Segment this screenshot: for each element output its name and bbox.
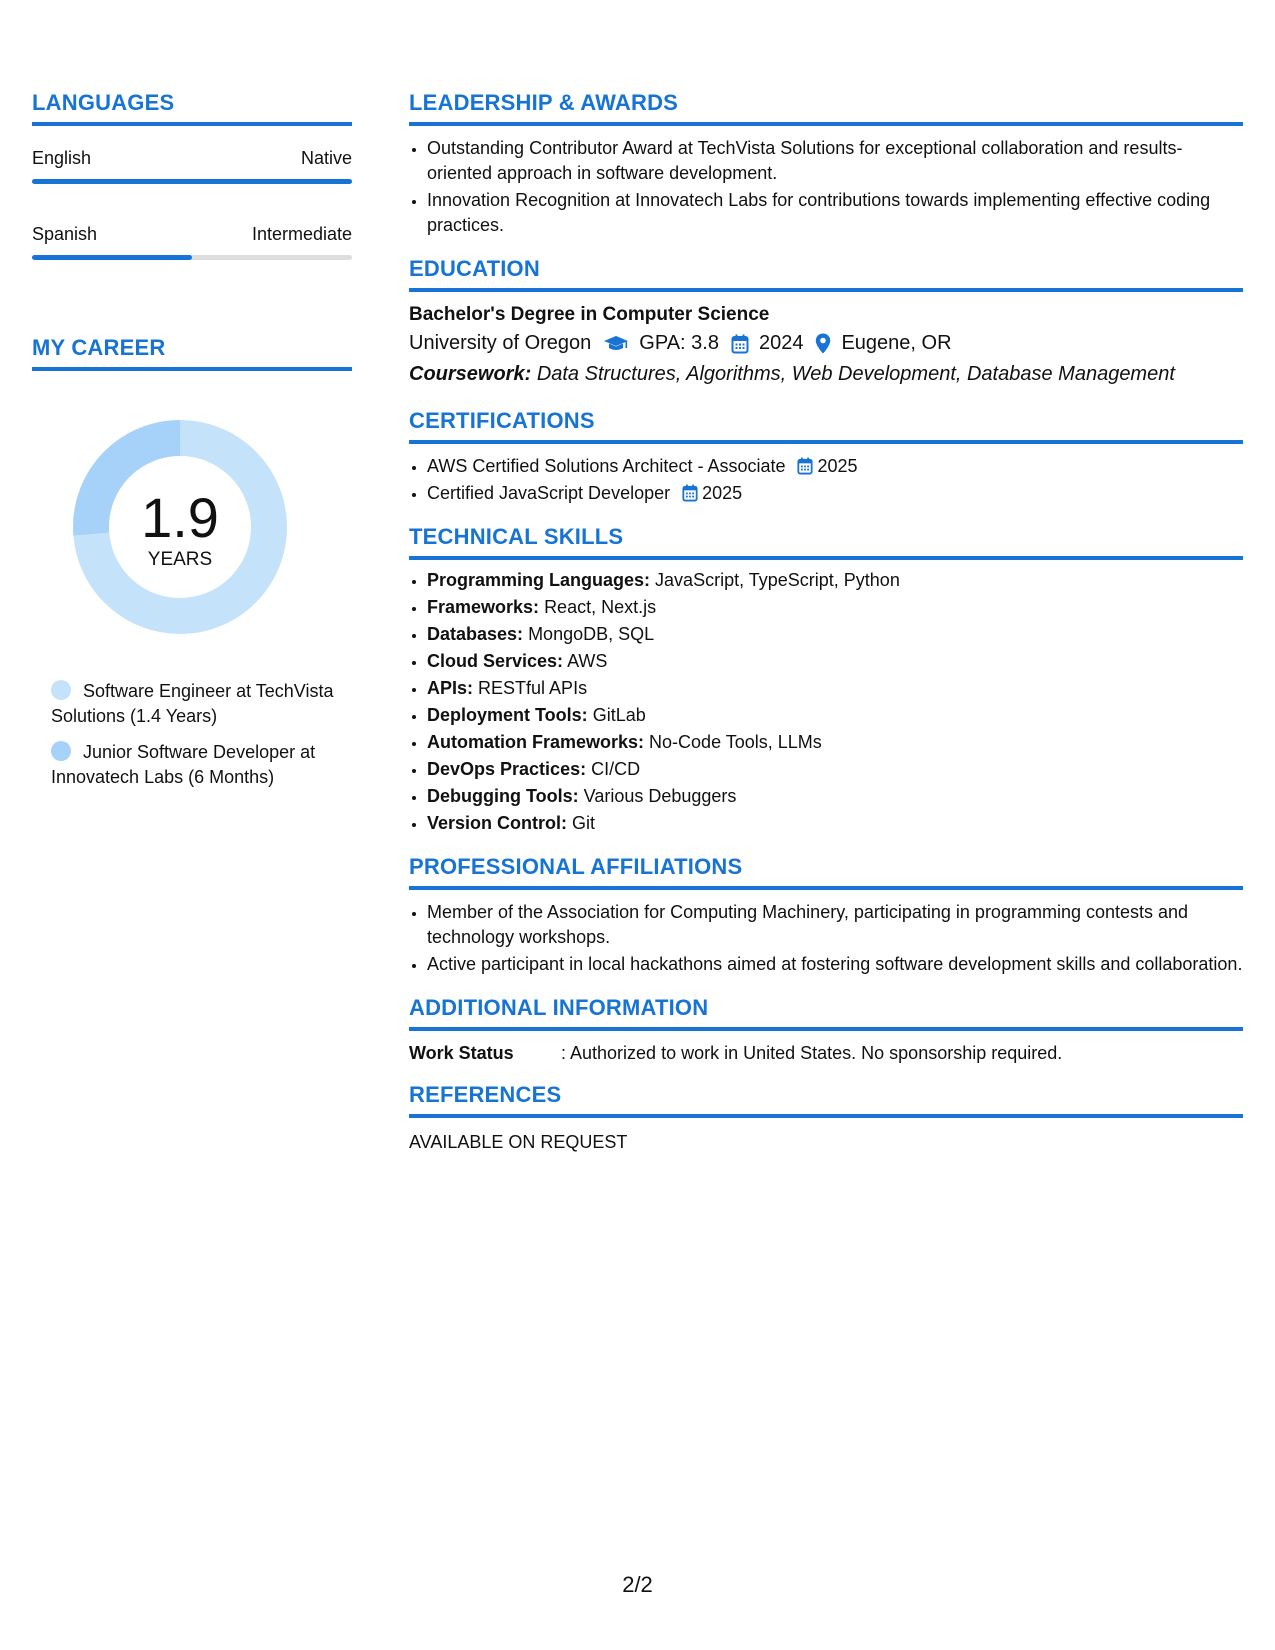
skill-item: [427, 676, 1243, 701]
language-level: Intermediate: [251, 224, 352, 244]
legend-dot: [51, 741, 71, 761]
coursework-list: Data Structures, Algorithms, Web Development, Database Management: [536, 363, 1175, 385]
skill-value: MongoDB, SQL: [528, 624, 655, 644]
skill-item: [427, 703, 1243, 728]
leadership-section: [409, 90, 1243, 238]
leadership-heading: LEADERSHIP & AWARDS: [409, 90, 1243, 126]
coursework-label: Coursework:: [409, 363, 532, 385]
legend-label: Software Engineer at TechVista Solutions (1.4 Years): [51, 681, 334, 726]
skill-label: Databases:: [427, 624, 524, 644]
career-total-unit: YEARS: [147, 549, 213, 570]
skill-item: [427, 595, 1243, 620]
skill-label: Programming Languages:: [427, 570, 651, 590]
languages-heading: LANGUAGES: [32, 90, 352, 126]
certification-name: AWS Certified Solutions Architect - Associate: [427, 456, 786, 476]
career-legend: [51, 679, 352, 790]
school-name: University of Oregon: [409, 332, 592, 354]
references-text: AVAILABLE ON REQUEST: [409, 1132, 628, 1152]
certifications-section: [409, 408, 1243, 506]
skill-label: Frameworks:: [427, 597, 540, 617]
language-spanish: [32, 224, 352, 260]
work-status-value: : Authorized to work in United States. No sponsorship required.: [561, 1043, 1063, 1063]
skill-value: No-Code Tools, LLMs: [649, 732, 822, 752]
skill-value: Various Debuggers: [583, 786, 737, 806]
certification-year: 2025: [702, 483, 743, 503]
additional-info-heading: ADDITIONAL INFORMATION: [409, 995, 1243, 1031]
list-item: • Innovation Recognition at Innovatech Labs for contributions towards implementing effective coding practices.: [427, 188, 1243, 238]
career-donut-chart: [66, 413, 294, 641]
legend-dot: [51, 680, 71, 700]
legend-item: [51, 679, 352, 729]
career-heading: MY CAREER: [32, 335, 352, 371]
legend-label: Junior Software Developer at Innovatech Labs (6 Months): [51, 742, 316, 787]
language-bar: [32, 255, 352, 260]
affiliations-heading: PROFESSIONAL AFFILIATIONS: [409, 854, 1243, 890]
list-item: • Member of the Association for Computing Machinery, participating in programming contests and technology workshops.: [427, 900, 1243, 950]
language-bar-fill: [32, 255, 192, 260]
work-status-label: Work Status: [409, 1043, 514, 1063]
skill-label: DevOps Practices:: [427, 759, 587, 779]
legend-item: [51, 740, 352, 790]
career-section: [32, 335, 352, 790]
calendar-icon: [682, 484, 698, 502]
certification-item: [427, 481, 1243, 506]
additional-info-section: [409, 995, 1243, 1064]
skill-value: Git: [572, 813, 596, 833]
left-column: [32, 90, 352, 801]
references-section: [409, 1082, 1243, 1153]
skill-label: Deployment Tools:: [427, 705, 588, 725]
skill-value: GitLab: [592, 705, 646, 725]
language-bar-fill: [32, 179, 352, 184]
references-heading: REFERENCES: [409, 1082, 1243, 1118]
skill-item: [427, 784, 1243, 809]
school-location: Eugene, OR: [841, 332, 952, 354]
career-total-value: 1.9: [141, 486, 219, 549]
calendar-icon: [731, 334, 749, 354]
skill-item: [427, 811, 1243, 836]
language-english: [32, 148, 352, 184]
skill-item: [427, 730, 1243, 755]
certification-item: [427, 454, 1243, 479]
skill-label: APIs:: [427, 678, 474, 698]
skill-value: React, Next.js: [544, 597, 657, 617]
skill-label: Cloud Services:: [427, 651, 564, 671]
skill-label: Automation Frameworks:: [427, 732, 645, 752]
calendar-icon: [797, 457, 813, 475]
skill-value: RESTful APIs: [478, 678, 588, 698]
language-name: Spanish: [32, 224, 98, 244]
graduation-year: 2024: [758, 332, 804, 354]
location-pin-icon: [815, 333, 831, 354]
list-item: • Active participant in local hackathons aimed at fostering software development skills and collaboration.: [427, 952, 1243, 977]
graduation-cap-icon: [603, 335, 629, 353]
education-section: [409, 256, 1243, 386]
language-level: Native: [300, 148, 352, 168]
skills-section: [409, 524, 1243, 836]
page-number: 2/2: [622, 1572, 653, 1597]
list-item: • Outstanding Contributor Award at TechVista Solutions for exceptional collaboration and results-oriented approach in software development.: [427, 136, 1243, 186]
education-heading: EDUCATION: [409, 256, 1243, 292]
skill-label: Debugging Tools:: [427, 786, 579, 806]
certification-year: 2025: [817, 456, 858, 476]
language-bar: [32, 179, 352, 184]
skill-value: JavaScript, TypeScript, Python: [655, 570, 900, 590]
skill-item: [427, 568, 1243, 593]
degree-title: Bachelor's Degree in Computer Science: [409, 304, 770, 325]
gpa: GPA: 3.8: [639, 332, 719, 354]
language-name: English: [32, 148, 92, 168]
affiliations-section: [409, 854, 1243, 977]
certifications-heading: CERTIFICATIONS: [409, 408, 1243, 444]
skill-item: [427, 622, 1243, 647]
right-column: [409, 90, 1243, 1153]
skill-label: Version Control:: [427, 813, 568, 833]
skill-value: CI/CD: [591, 759, 641, 779]
certification-name: Certified JavaScript Developer: [427, 483, 671, 503]
skill-value: AWS: [567, 651, 608, 671]
skill-item: [427, 649, 1243, 674]
skills-heading: TECHNICAL SKILLS: [409, 524, 1243, 560]
skill-item: [427, 757, 1243, 782]
